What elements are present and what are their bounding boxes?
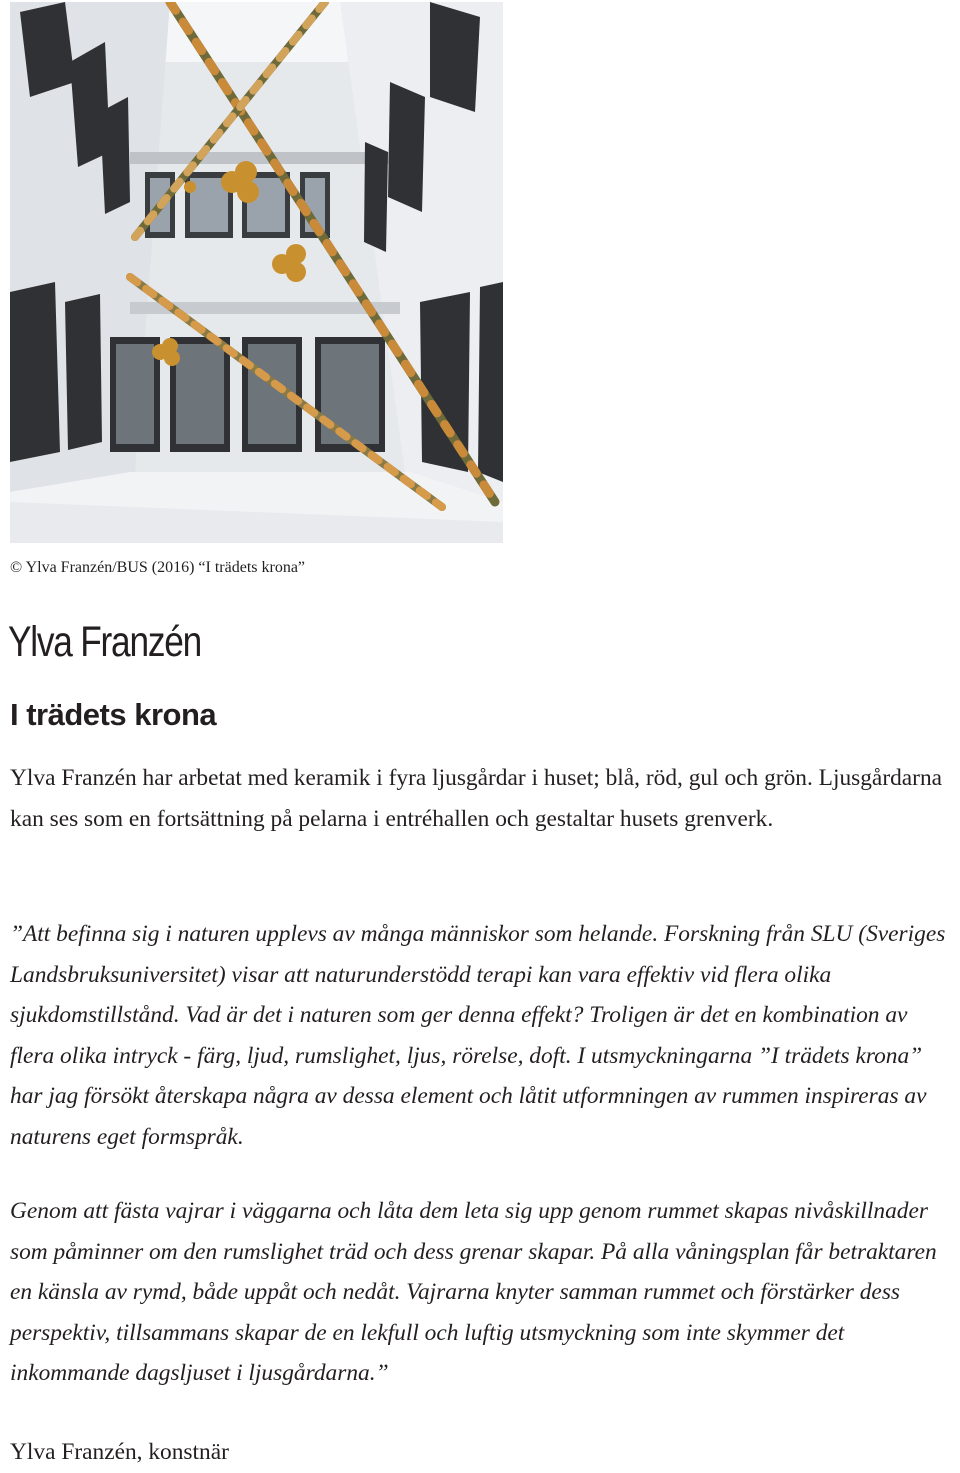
artist-name: Ylva Franzén xyxy=(8,618,201,666)
artist-signature: Ylva Franzén, konstnär xyxy=(10,1439,229,1465)
intro-paragraph: Ylva Franzén har arbetat med keramik i fyra ljusgårdar i huset; blå, röd, gul och grön. Ljusgårdarna kan ses som en fortsättning på pelarna i entréhallen och gestaltar husets grenverk. xyxy=(10,765,943,832)
quote-paragraph-2: Genom att fästa vajrar i väggarna och låta dem leta sig upp genom rummet skapas nivåskillnader som påminner om den rumslighet träd och dess grenar skapar. På alla våningsplan får betraktaren en känsla av rymd, både uppåt och nedåt. Vajrarna knyter samman rummet och förstärker dess perspektiv, tillsammans skapar de en lekfull och luftig utsmyckning som inte skymmer det inkommande dagsljuset i ljusgårdarna.” xyxy=(10,1198,937,1386)
photo-credit: © Ylva Franzén/BUS (2016) “I trädets krona” xyxy=(10,559,306,576)
courtyard-photo xyxy=(10,2,503,543)
quote-paragraph-1: ”Att befinna sig i naturen upplevs av många människor som helande. Forskning från SLU (Sveriges Landsbruksuniversitet) visar att naturunderstödd terapi kan vara effektiv vid flera olika sjukdomstillstånd. Vad är det i naturen som ger denna effekt? Troligen är det en kombination av flera olika intryck - färg, ljud, rumslighet, ljus, rörelse, doft. I utsmyckningarna ”I trädets krona” har jag försökt återskapa några av dessa element och låtit utformningen av rummen inspireras av naturens eget formspråk. xyxy=(10,921,946,1150)
work-title: I trädets krona xyxy=(10,697,217,732)
